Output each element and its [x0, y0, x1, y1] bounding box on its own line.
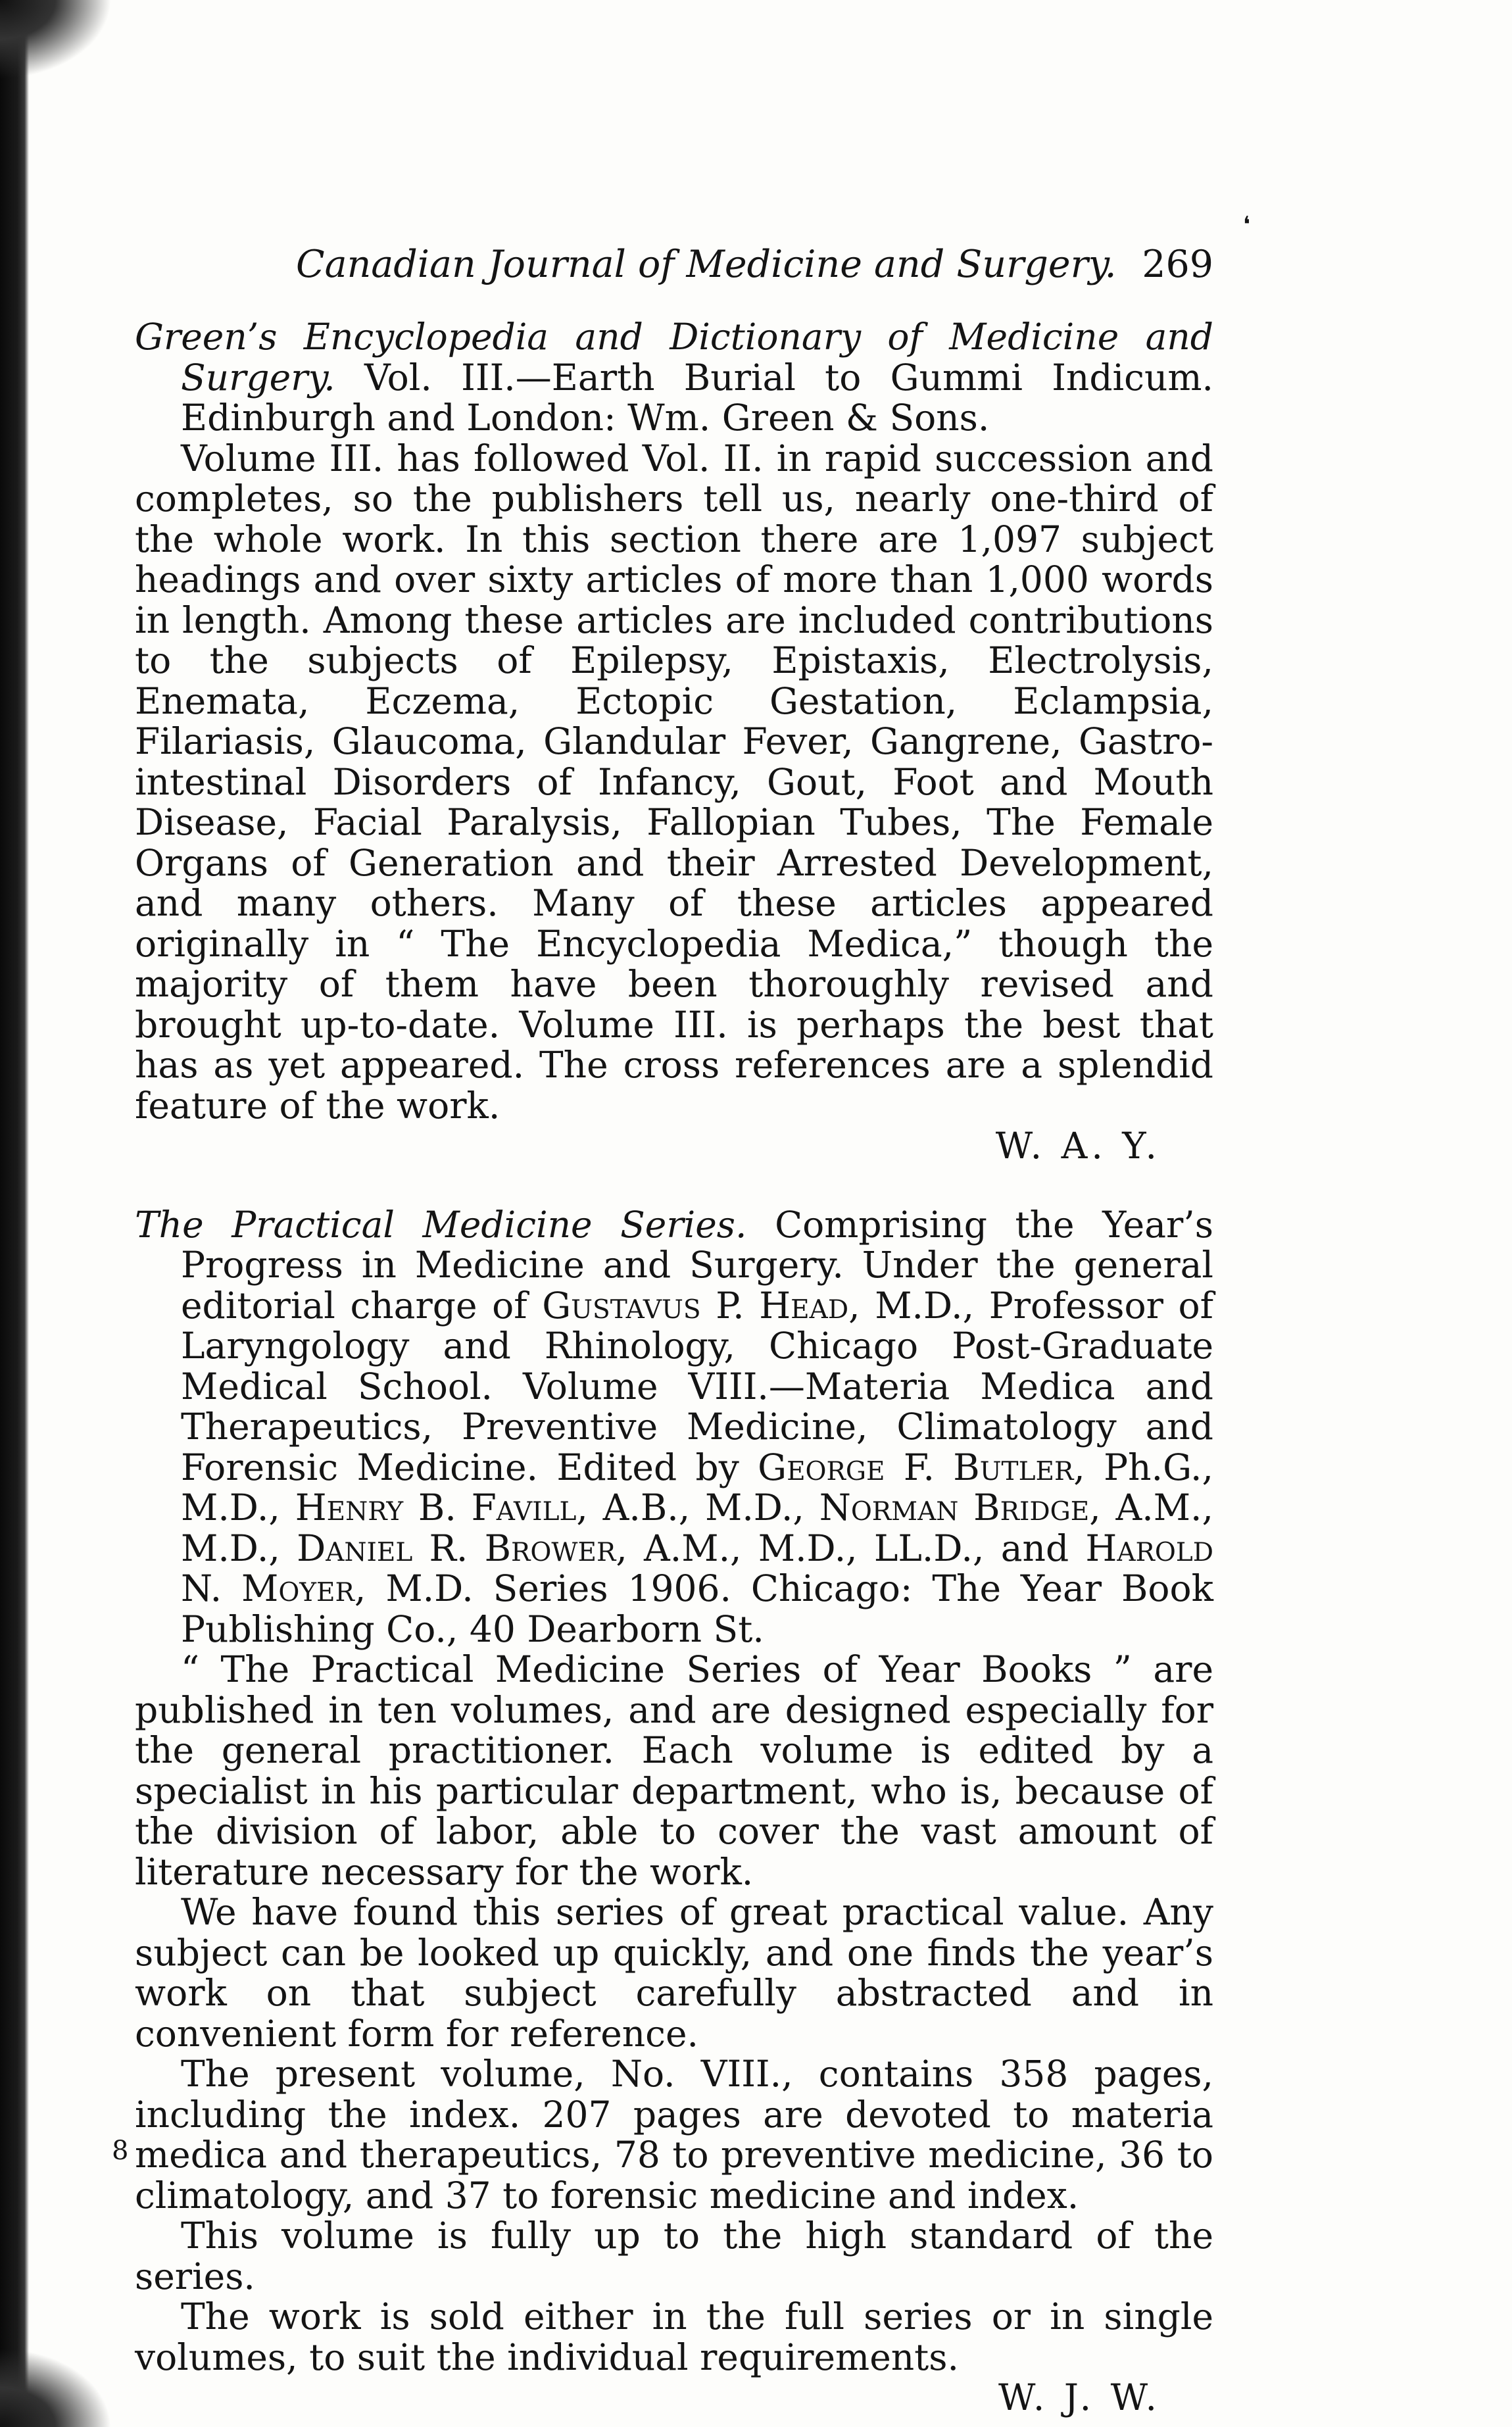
book-title: Green’s Encyclopedia and Dictionary of Medicine and Surgery. — [135, 316, 1213, 399]
review-paragraph-text: The work is sold either in the full series or in single volumes, to suit the individual requirements. — [135, 2295, 1213, 2378]
review-paragraph: The present volume, No. VIII., contains 358 pages, including the index. 207 pages are devoted to materia medica and therapeutics, 78 to preventive medicine, 36 to climatology, and 37 to forensic medicine and index. — [135, 2053, 1213, 2217]
review-practical-medicine-series — [135, 1203, 1214, 2418]
contributor-degrees: A.B., M.D., — [602, 1486, 804, 1529]
citation-details: Vol. III.—Earth Burial to Gummi Indicum. Edinburgh and London: Wm. Green & Sons. — [181, 356, 1213, 439]
contributor-degrees: A.M., M.D., LL.D., and — [644, 1527, 1069, 1569]
citation-details: Comprising the Year’s Progress in Medicine and Surgery. Under the general editorial charge of — [181, 1203, 1213, 1327]
review-citation — [135, 1205, 1213, 1650]
review-signature-line — [135, 1126, 1213, 1167]
print-speck: ❛ — [1243, 212, 1250, 238]
contributor-degrees: A.M., M.D., — [181, 1486, 1213, 1569]
review-paragraph: “ The Practical Medicine Series of Year Books ” are published in ten volumes, and are designed especially for the general practitioner. Each volume is edited by a specialist in his particular department, who is, because of the division of labor, able to cover the vast amount of literature necessary for the work. — [135, 1648, 1213, 1893]
scanned-corner-shadow-bottom — [0, 2348, 112, 2427]
contributor-name: Norman Bridge, — [819, 1486, 1101, 1529]
reviewer-initials: W. J. W. — [998, 2376, 1161, 2418]
journal-title: Canadian Journal of Medicine and Surgery. — [296, 243, 1117, 286]
review-greens-encyclopedia — [135, 317, 1213, 1167]
review-paragraph-last — [135, 2295, 1213, 2418]
review-paragraph-text: Volume III. has followed Vol. II. in rapid succession and completes, so the publishers tell us, nearly one-third of the whole work. In this section there are 1,097 subject headings and over sixty articles of more than 1,000 words in length. Among these articles are included contributions to the subjects of Epilepsy, Epistaxis, Electrolysis, Enemata, Eczema, Ectopic Gestation, Eclampsia, Filariasis, Glaucoma, Glandular Fever, Gangrene, Gastro-intestinal Disorders of Infancy, Gout, Foot and Mouth Disease, Facial Paralysis, Fallopian Tubes, The Female Organs of Generation and their Arrested Development, and many others. Many of these articles appeared originally in “ The Encyclopedia Medica,” though the majority of them have been thoroughly revised and brought up-to-date. Volume III. is perhaps the best that has as yet appeared. The cross references are a splendid feature of the work. — [135, 437, 1213, 1127]
review-paragraph: We have found this series of great practical value. Any subject can be looked up quickly, and one finds the year’s work on that subject carefully abstracted and in convenient form for reference. — [135, 1891, 1213, 2055]
contributor-name: Henry B. Favill, — [295, 1486, 588, 1529]
running-head — [296, 243, 1213, 285]
review-paragraph: This volume is fully up to the high standard of the series. — [135, 2215, 1213, 2297]
reviewer-initials: W. A. Y. — [995, 1125, 1161, 1167]
scanned-spine-shadow — [0, 0, 29, 2427]
contributor-name: Harold N. Moyer, — [181, 1527, 1214, 1609]
editor-name: Gustavus P. Head, — [542, 1284, 860, 1327]
journal-page — [135, 243, 1213, 2418]
review-paragraph — [135, 439, 1213, 1127]
scanned-corner-shadow-top — [0, 0, 112, 79]
page-number: 269 — [1142, 243, 1213, 286]
citation-details: M.D. Series 1906. Chicago: The Year Book Publishing Co., 40 Dearborn St. — [181, 1567, 1213, 1650]
book-title: The Practical Medicine Series. — [135, 1203, 747, 1246]
contributor-name: George F. Butler, — [758, 1446, 1085, 1488]
printer-signature-mark: 8 — [112, 2136, 129, 2166]
contributor-degrees: Ph.G., M.D., — [181, 1446, 1214, 1529]
contributor-name: Daniel R. Brower, — [297, 1527, 627, 1569]
citation-details: M.D., Professor of Laryngology and Rhinology, Chicago Post-Graduate Medical School. Volume VIII.—Materia Medica and Therapeutics, Preventive Medicine, Climatology and Forensic Medicine. Edited by — [181, 1284, 1214, 1488]
review-citation — [135, 317, 1213, 439]
